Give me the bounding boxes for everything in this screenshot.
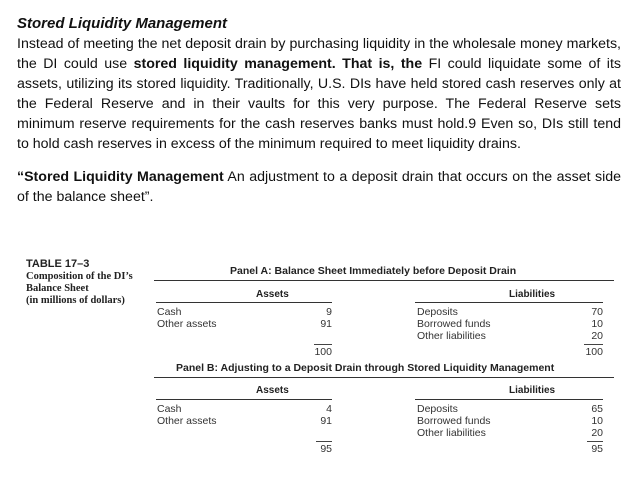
panel-b-assets-sum-rule: [316, 441, 332, 442]
document-body: [17, 14, 621, 207]
panel-b-assets-header: Assets: [256, 385, 289, 396]
panel-a-assets-sum-rule: [314, 344, 332, 345]
panel-a-liabilities-rule: [415, 302, 603, 303]
table-subtitle: (in millions of dollars): [26, 295, 125, 306]
panel-b-liab-deposits-value: 65: [591, 403, 603, 415]
panel-a-title: Panel A: Balance Sheet Immediately before Deposit Drain: [230, 265, 517, 277]
panel-a-assets-header: Assets: [256, 289, 289, 300]
table-number: TABLE 17–3: [26, 258, 90, 270]
panel-b-liab-deposits-label: Deposits: [417, 403, 458, 415]
panel-b-liabilities-rule: [415, 399, 603, 400]
panel-b-liabilities-header: Liabilities: [509, 385, 556, 396]
para1-segment: Instead of meeting the net deposit drain by purchasing liquidity in the wholesale money markets, the DI could use: [17, 36, 621, 72]
section-heading: Stored Liquidity Management: [17, 15, 228, 32]
panel-b-asset-other-label: Other assets: [157, 415, 217, 427]
panel-b-liabilities-sum-rule: [587, 441, 603, 442]
panel-b-title: Panel B: Adjusting to a Deposit Drain through Stored Liquidity Management: [176, 362, 555, 374]
balance-sheet-table: [26, 258, 616, 468]
table-caption: [26, 258, 146, 307]
panel-a-liab-other-label: Other liabilities: [417, 330, 486, 342]
panel-a-liab-deposits-label: Deposits: [417, 306, 458, 318]
panel-b-asset-other-value: 91: [320, 415, 332, 427]
panel-a-liab-borrowed-value: 10: [591, 318, 603, 330]
panel-b-asset-cash-value: 4: [326, 403, 332, 415]
para2-segment: An adjustment to a deposit drain that occurs on the asset side of the balance sheet”.: [17, 169, 621, 205]
paragraph-2: [17, 167, 621, 207]
panel-b-assets-total: 95: [320, 443, 332, 455]
panel-a-liab-borrowed-label: Borrowed funds: [417, 318, 491, 330]
panel-b-liab-other-value: 20: [591, 427, 603, 439]
panel-b-liab-other-label: Other liabilities: [417, 427, 486, 439]
panel-a-liabilities-header: Liabilities: [509, 289, 556, 300]
para1-segment: stored liquidity management. That is, the: [133, 56, 423, 72]
panel-a-liabilities-total: 100: [585, 346, 603, 358]
panel-b-liab-borrowed-value: 10: [591, 415, 603, 427]
panel-a-asset-cash-label: Cash: [157, 306, 182, 318]
panel-b-liabilities-total: 95: [591, 443, 603, 455]
panel-a-liabilities-sum-rule: [584, 344, 603, 345]
para2-segment: “Stored Liquidity Management: [17, 169, 224, 185]
paragraph-1: [17, 34, 621, 154]
panel-a-top-rule: [154, 280, 614, 281]
panel-b-assets-rule: [156, 399, 332, 400]
panel-a-assets-total: 100: [314, 346, 332, 358]
panel-a-assets-rule: [156, 302, 332, 303]
panel-b-asset-cash-label: Cash: [157, 403, 182, 415]
panel-b-top-rule: [154, 377, 614, 378]
para1-segment: FI could liquidate some of its assets, utilizing its stored liquidity. Traditionally, U.S. DIs have held stored cash reserves only at the Federal Reserve and in their vaults for this very purpose. The Federal Reserve sets minimum reserve requirements for the cash reserves banks must hold.9 Even so, DIs still tend to hold cash reserves in excess of the minimum required to meet liquidity drains.: [17, 56, 621, 152]
panel-a-asset-other-label: Other assets: [157, 318, 217, 330]
panel-a-liab-deposits-value: 70: [591, 306, 603, 318]
table-title: Composition of the DI’s Balance Sheet: [26, 271, 133, 294]
panel-b-liab-borrowed-label: Borrowed funds: [417, 415, 491, 427]
panel-a-liab-other-value: 20: [591, 330, 603, 342]
panel-a-asset-cash-value: 9: [326, 306, 332, 318]
panel-a-asset-other-value: 91: [320, 318, 332, 330]
